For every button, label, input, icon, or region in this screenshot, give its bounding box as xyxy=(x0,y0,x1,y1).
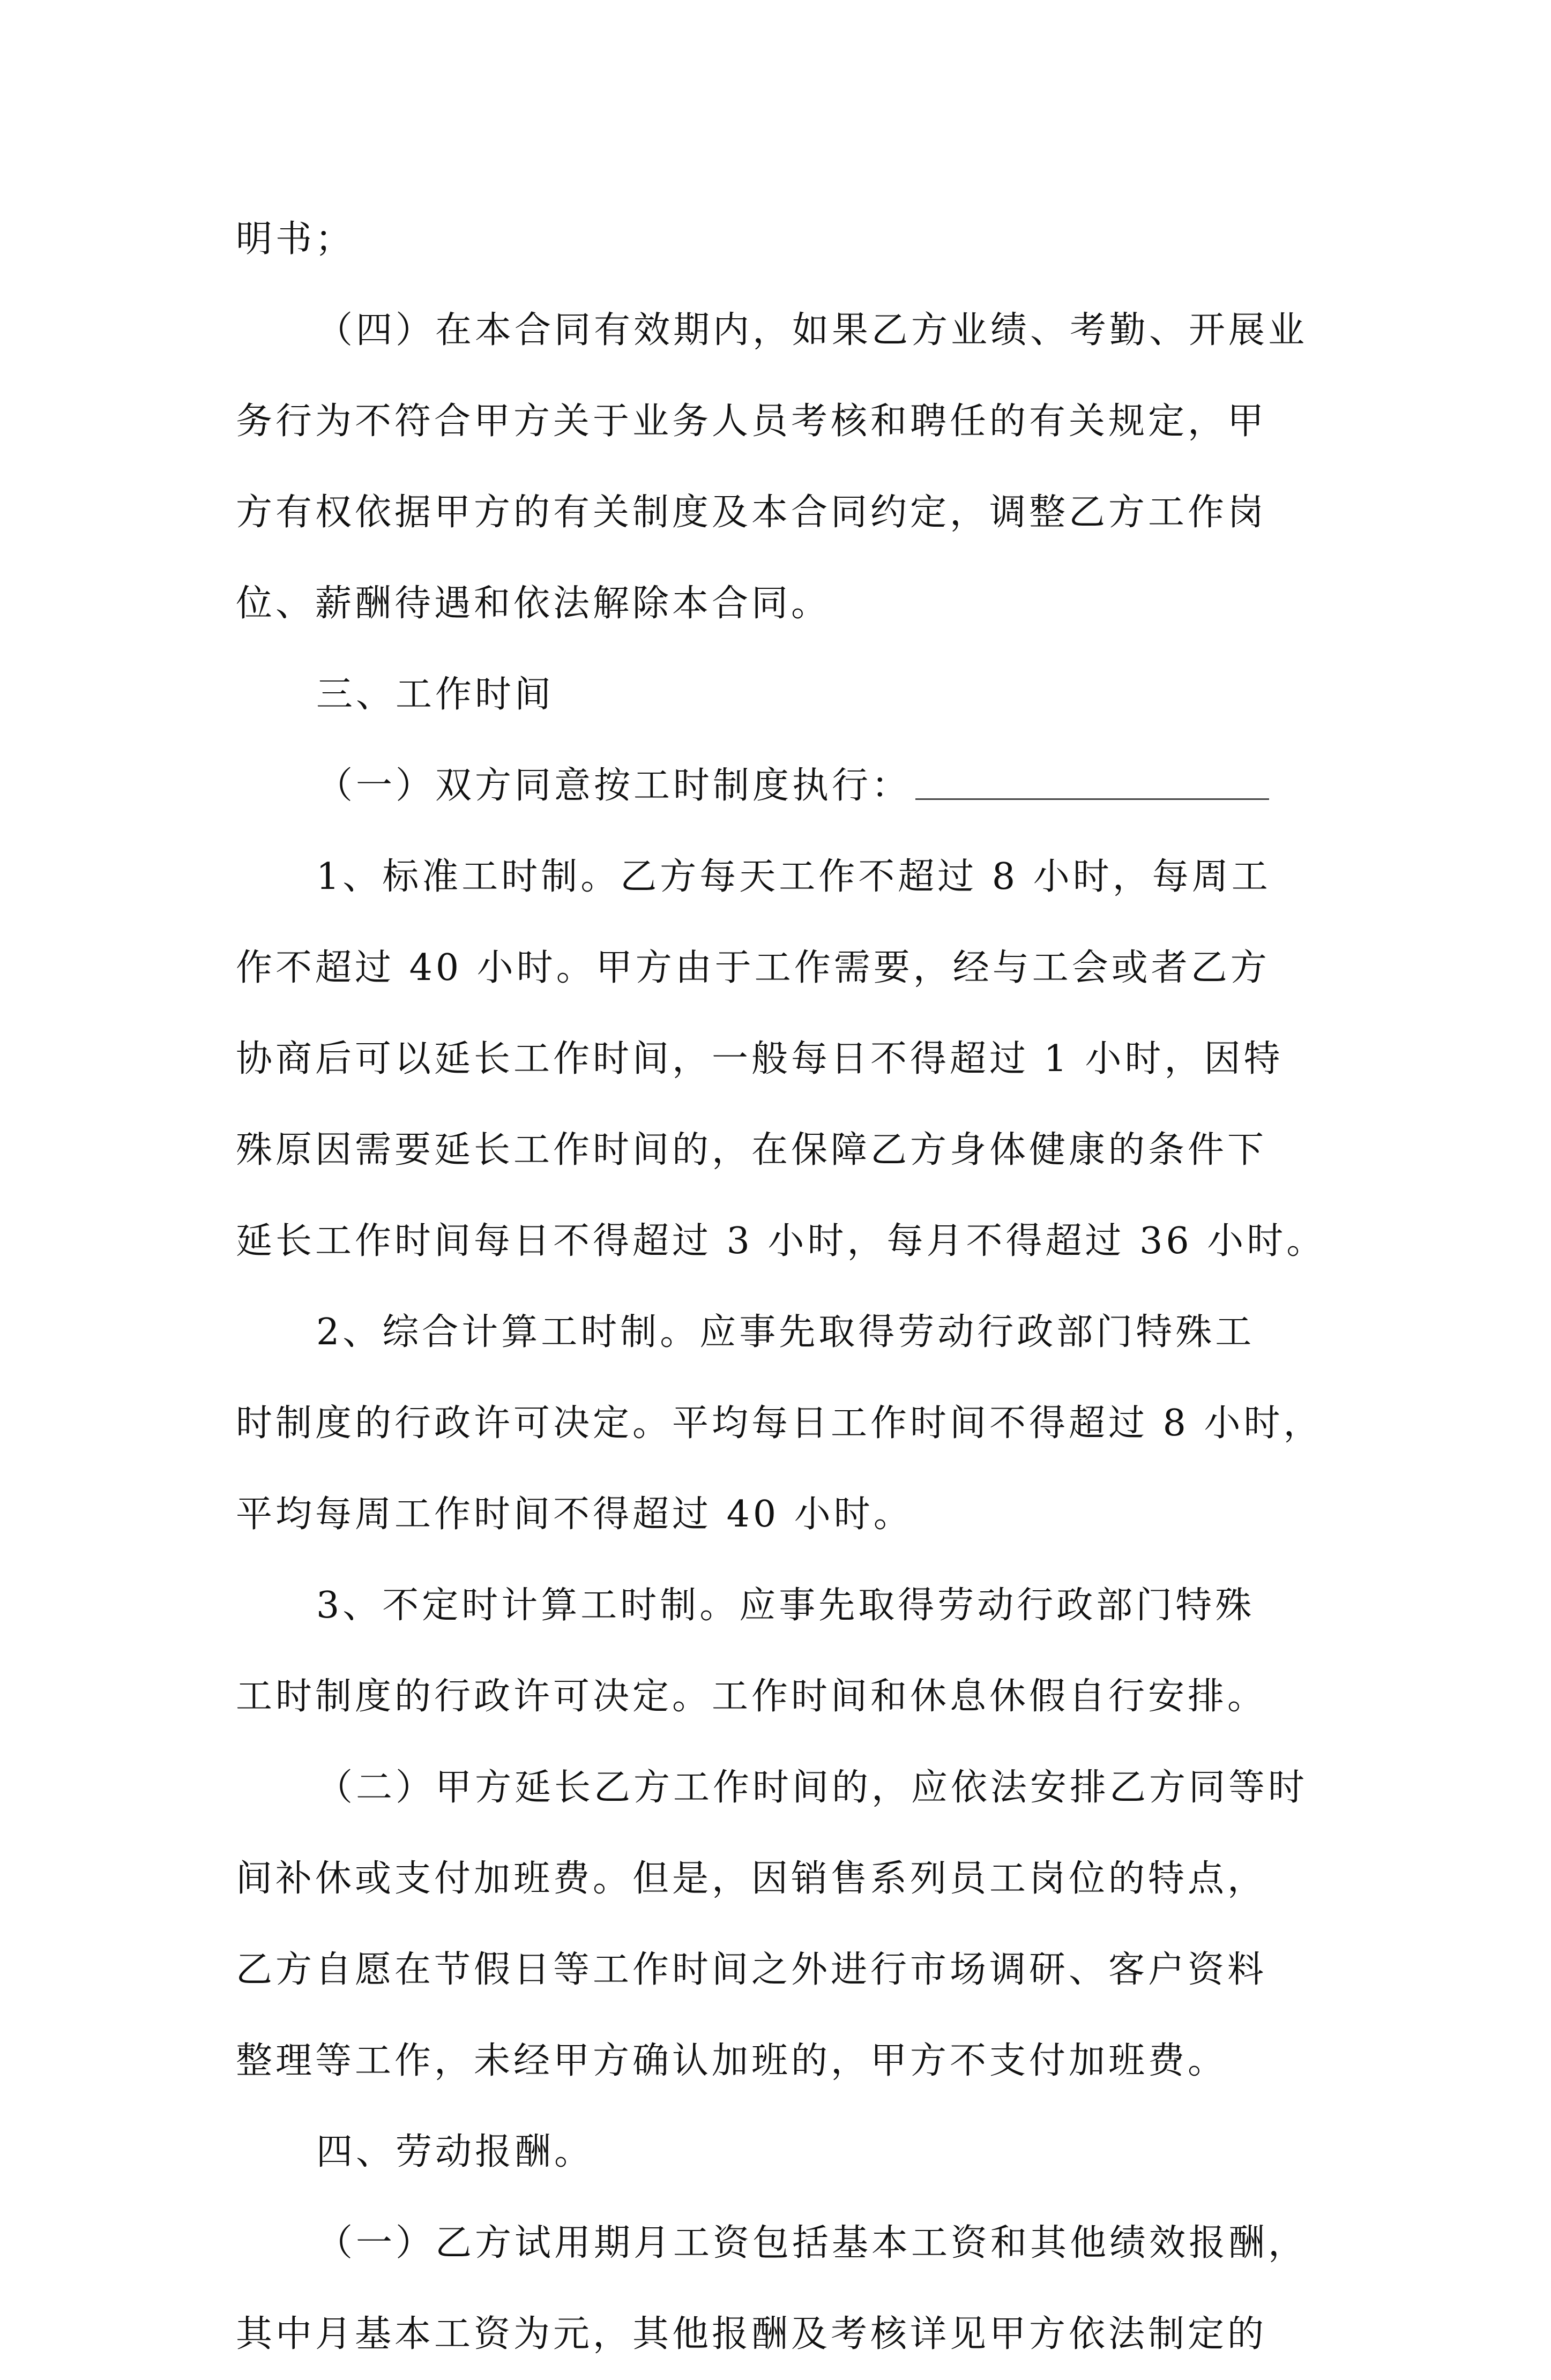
text-line: 明书； xyxy=(236,218,355,260)
text-line: （四）在本合同有效期内，如果乙方业绩、考勤、开展业 xyxy=(316,309,1308,351)
section-heading: 四、劳动报酬。 xyxy=(316,2131,594,2173)
text-line: 务行为不符合甲方关于业务人员考核和聘任的有关规定，甲 xyxy=(236,400,1267,443)
text-line: 方有权依据甲方的有关制度及本合同约定，调整乙方工作岗 xyxy=(236,491,1267,534)
section-heading: 三、工作时间 xyxy=(316,673,555,716)
text-line: （二）甲方延长乙方工作时间的，应依法安排乙方同等时 xyxy=(316,1767,1308,1809)
text-line: 工时制度的行政许可决定。工作时间和休息休假自行安排。 xyxy=(236,1675,1267,1718)
text-line: 殊原因需要延长工作时间的，在保障乙方身体健康的条件下 xyxy=(236,1129,1267,1171)
text-line: 其中月基本工资为元，其他报酬及考核详见甲方依法制定的 xyxy=(236,2313,1267,2355)
text-line: 整理等工作，未经甲方确认加班的，甲方不支付加班费。 xyxy=(236,2040,1228,2082)
text-line: （一）乙方试用期月工资包括基本工资和其他绩效报酬， xyxy=(316,2222,1308,2264)
text-line: 平均每周工作时间不得超过 40 小时。 xyxy=(236,1493,913,1536)
text-line: 延长工作时间每日不得超过 3 小时，每月不得超过 36 小时。 xyxy=(236,1220,1326,1262)
text-line: 3、不定时计算工时制。应事先取得劳动行政部门特殊 xyxy=(316,1584,1255,1627)
text-line: 协商后可以延长工作时间，一般每日不得超过 1 小时，因特 xyxy=(236,1038,1284,1080)
text-line: 2、综合计算工时制。应事先取得劳动行政部门特殊工 xyxy=(316,1311,1255,1353)
text-line-with-blank xyxy=(236,740,1329,832)
document-page xyxy=(236,194,1329,2380)
text-line: 作不超过 40 小时。甲方由于工作需要，经与工会或者乙方 xyxy=(236,947,1270,989)
text-line: （一）双方同意按工时制度执行： xyxy=(316,765,912,807)
text-line: 1、标准工时制。乙方每天工作不超过 8 小时，每周工 xyxy=(316,856,1271,898)
text-line: 间补休或支付加班费。但是，因销售系列员工岗位的特点， xyxy=(236,1858,1267,1900)
text-line: 位、薪酬待遇和依法解除本合同。 xyxy=(236,582,831,625)
text-line: 乙方自愿在节假日等工作时间之外进行市场调研、客户资料 xyxy=(236,1949,1267,1991)
fill-in-blank xyxy=(915,796,1269,800)
text-line: 时制度的行政许可决定。平均每日工作时间不得超过 8 小时， xyxy=(236,1402,1323,1445)
